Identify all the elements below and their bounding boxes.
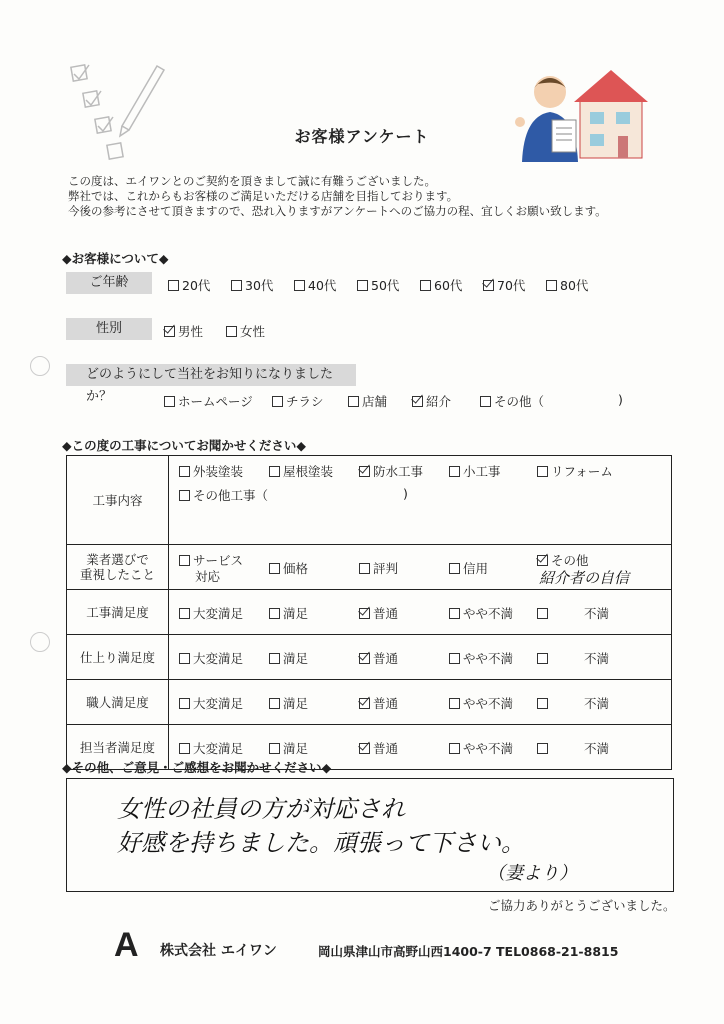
option-label: 防水工事 [373,464,424,479]
comment-line-2: 好感を持ちました。頑張って下さい。 [117,829,525,857]
checkbox-icon[interactable] [449,698,460,709]
checkbox-icon[interactable] [179,466,190,477]
checkbox-icon[interactable] [537,555,548,566]
checkbox-icon[interactable] [179,555,190,566]
option-label: その他工事（ [193,488,269,503]
source-other-close: ) [618,392,623,407]
age-label: ご年齢 [89,275,129,290]
checkbox-icon[interactable] [449,743,460,754]
option-label: 男性 [178,324,204,339]
source-option[interactable] [412,392,451,410]
option-label: 20代 [182,278,211,293]
intro-line-2: 弊社では、これからもお客様のご満足いただける店舗を目指しております。 [68,189,459,203]
reason-label-line-1: 業者選びで [86,552,149,567]
checkbox-icon[interactable] [449,563,460,574]
reason-option[interactable] [359,559,398,577]
checkbox-icon[interactable] [449,608,460,619]
comments-heading: ◆その他、ご意見・ご感想をお聞かせください◆ [62,760,332,775]
checkbox-icon[interactable] [359,608,370,619]
option-label: その他（ [494,394,545,409]
rating-option[interactable] [449,694,513,712]
company-name: 株式会社 エイワン [160,943,277,959]
checkbox-icon[interactable] [179,608,190,619]
work-type-row [67,456,672,545]
rating-option[interactable] [537,739,609,757]
option-label: 大変満足 [193,606,244,621]
work-heading: ◆この度の工事についてお聞かせください◆ [62,438,306,453]
checkbox-icon[interactable] [272,396,283,407]
checkbox-icon[interactable] [269,653,280,664]
work-type-other-close: ) [403,486,408,501]
rating-option[interactable] [359,649,398,667]
binder-hole [30,356,50,376]
age-option[interactable] [483,276,525,294]
source-option[interactable] [272,392,324,410]
age-label-bar [66,272,152,294]
rating-option[interactable] [179,694,243,712]
option-label: 満足 [283,651,309,666]
age-option[interactable] [357,276,399,294]
checkbox-icon[interactable] [168,280,179,291]
gender-option[interactable] [226,322,265,340]
work-type-other-option[interactable] [179,486,268,504]
option-label: 満足 [283,741,309,756]
work-type-option[interactable] [179,462,243,480]
page-title: お客様アンケート [294,127,430,146]
checkbox-icon[interactable] [357,280,368,291]
option-label: 40代 [308,278,337,293]
checkbox-icon[interactable] [269,608,280,619]
option-label: 不満 [584,696,610,711]
checkbox-icon[interactable] [546,280,557,291]
source-option[interactable] [348,392,387,410]
checkbox-icon[interactable] [294,280,305,291]
gender-option[interactable] [164,322,203,340]
checkbox-icon[interactable] [449,466,460,477]
salesman-house-illustration [508,62,658,170]
rating-label: 担当者満足度 [67,725,169,770]
option-label: やや不満 [463,741,514,756]
rating-row [67,635,672,680]
work-type-options-cell [169,456,672,545]
checkbox-icon[interactable] [348,396,359,407]
rating-option[interactable] [449,604,513,622]
checkbox-icon[interactable] [359,563,370,574]
rating-option[interactable] [179,604,243,622]
rating-option[interactable] [269,739,308,757]
option-label: 普通 [373,606,399,621]
age-option[interactable] [168,276,210,294]
rating-label: 仕上り満足度 [67,635,169,680]
option-label: やや不満 [463,651,514,666]
rating-row [67,590,672,635]
option-label: 60代 [434,278,463,293]
reason-label [67,545,169,590]
rating-option[interactable] [359,739,398,757]
checkbox-icon[interactable] [449,653,460,664]
option-label: 80代 [560,278,589,293]
checkbox-icon[interactable] [359,466,370,477]
option-label: 店舗 [362,394,388,409]
option-label: 女性 [240,324,266,339]
checkbox-icon[interactable] [269,563,280,574]
option-label: やや不満 [463,606,514,621]
checkbox-icon[interactable] [269,466,280,477]
gender-options [164,322,364,342]
option-label: 普通 [373,651,399,666]
checkbox-icon[interactable] [164,326,175,337]
option-label: 大変満足 [193,741,244,756]
intro-line-3: 今後の参考にさせて頂きますので、恐れ入りますがアンケートへのご協力の程、宜しくお願い致します。 [68,204,607,218]
checkbox-icon[interactable] [420,280,431,291]
comment-line-3: （妻より） [487,863,577,884]
option-label: 不満 [584,741,610,756]
option-label: 不満 [584,606,610,621]
age-option[interactable] [420,276,462,294]
rating-option[interactable] [537,604,609,622]
option-label: 不満 [584,651,610,666]
checkbox-icon[interactable] [164,396,175,407]
reason-handwritten-note: 紹介者の自信 [539,569,630,587]
age-option[interactable] [294,276,336,294]
gender-label-bar [66,318,152,340]
work-type-option[interactable] [537,462,613,480]
reason-row [67,545,672,590]
option-label: 大変満足 [193,651,244,666]
option-label: 満足 [283,606,309,621]
reason-option[interactable] [269,559,308,577]
work-type-option[interactable] [359,462,423,480]
comments-box [66,778,674,892]
rating-option[interactable] [359,694,398,712]
checkbox-icon[interactable] [269,743,280,754]
checkbox-icon[interactable] [179,653,190,664]
checkbox-icon[interactable] [179,490,190,501]
source-option[interactable] [480,392,544,410]
option-label: サービス [193,553,244,568]
thanks-text: ご協力ありがとうございました。 [488,898,676,913]
option-label: 紹介 [426,394,452,409]
rating-option[interactable] [359,604,398,622]
option-label: 満足 [283,696,309,711]
rating-label: 職人満足度 [67,680,169,725]
rating-options-cell [169,680,672,725]
age-option[interactable] [231,276,273,294]
option-label: 信用 [463,561,489,576]
work-survey-table [66,455,672,770]
option-label: その他 [551,553,589,568]
checkbox-icon[interactable] [359,698,370,709]
option-label: 価格 [283,561,309,576]
rating-option[interactable] [449,649,513,667]
reason-label-line-2: 重視したこと [79,567,155,582]
about-heading: ◆お客様について◆ [62,251,169,266]
checkbox-icon[interactable] [537,743,548,754]
option-label: 評判 [373,561,399,576]
work-type-option[interactable] [449,462,501,480]
work-type-option[interactable] [269,462,333,480]
checkbox-icon[interactable] [480,396,491,407]
checkbox-icon[interactable] [269,698,280,709]
rating-option[interactable] [449,739,513,757]
option-label: 30代 [245,278,274,293]
checklist-pencil-illustration [62,56,172,166]
comment-line-1: 女性の社員の方が対応され [117,795,405,823]
rating-option[interactable] [269,694,308,712]
age-options [168,276,688,296]
rating-option[interactable] [269,649,308,667]
checkbox-icon[interactable] [226,326,237,337]
checkbox-icon[interactable] [537,653,548,664]
rating-label: 工事満足度 [67,590,169,635]
checkbox-icon[interactable] [179,743,190,754]
work-type-label: 工事内容 [67,456,169,545]
intro-line-1: この度は、エイワンとのご契約を頂きまして誠に有難うございました。 [68,174,436,188]
option-label: 普通 [373,696,399,711]
age-option[interactable] [546,276,588,294]
company-address: 岡山県津山市高野山西1400-7 TEL0868-21-8815 [318,944,619,959]
source-question: どのようにして当社をお知りになりましたか？ [86,367,334,404]
checkbox-icon[interactable] [537,466,548,477]
checkbox-icon[interactable] [537,698,548,709]
company-logo: A [114,926,139,964]
option-label: 小工事 [463,464,501,479]
option-label: やや不満 [463,696,514,711]
rating-option[interactable] [537,694,609,712]
intro-text [68,174,678,219]
gender-label: 性別 [95,321,122,336]
source-option[interactable] [164,392,253,410]
checkbox-icon[interactable] [483,280,494,291]
option-label: チラシ [286,394,324,409]
option-label: ホームページ [178,394,253,409]
checkbox-icon[interactable] [412,396,423,407]
rating-option[interactable] [537,649,609,667]
binder-hole [30,632,50,652]
option-label: 屋根塗装 [283,464,334,479]
rating-options-cell [169,635,672,680]
rating-options-cell [169,590,672,635]
option-label: 大変満足 [193,696,244,711]
rating-row [67,680,672,725]
checkbox-icon[interactable] [359,653,370,664]
option-label: 50代 [371,278,400,293]
rating-option[interactable] [179,739,243,757]
option-label: リフォーム [551,464,613,479]
option-label: 70代 [497,278,526,293]
checkbox-icon[interactable] [537,608,548,619]
checkbox-icon[interactable] [179,698,190,709]
option-label: 普通 [373,741,399,756]
option-label: 外装塗装 [193,464,244,479]
checkbox-icon[interactable] [359,743,370,754]
rating-option[interactable] [179,649,243,667]
source-options [164,392,664,412]
reason-option[interactable] [449,559,488,577]
reason-option-service-line2: 対応 [195,569,221,584]
rating-option[interactable] [269,604,308,622]
checkbox-icon[interactable] [231,280,242,291]
reason-options-cell [169,545,672,590]
